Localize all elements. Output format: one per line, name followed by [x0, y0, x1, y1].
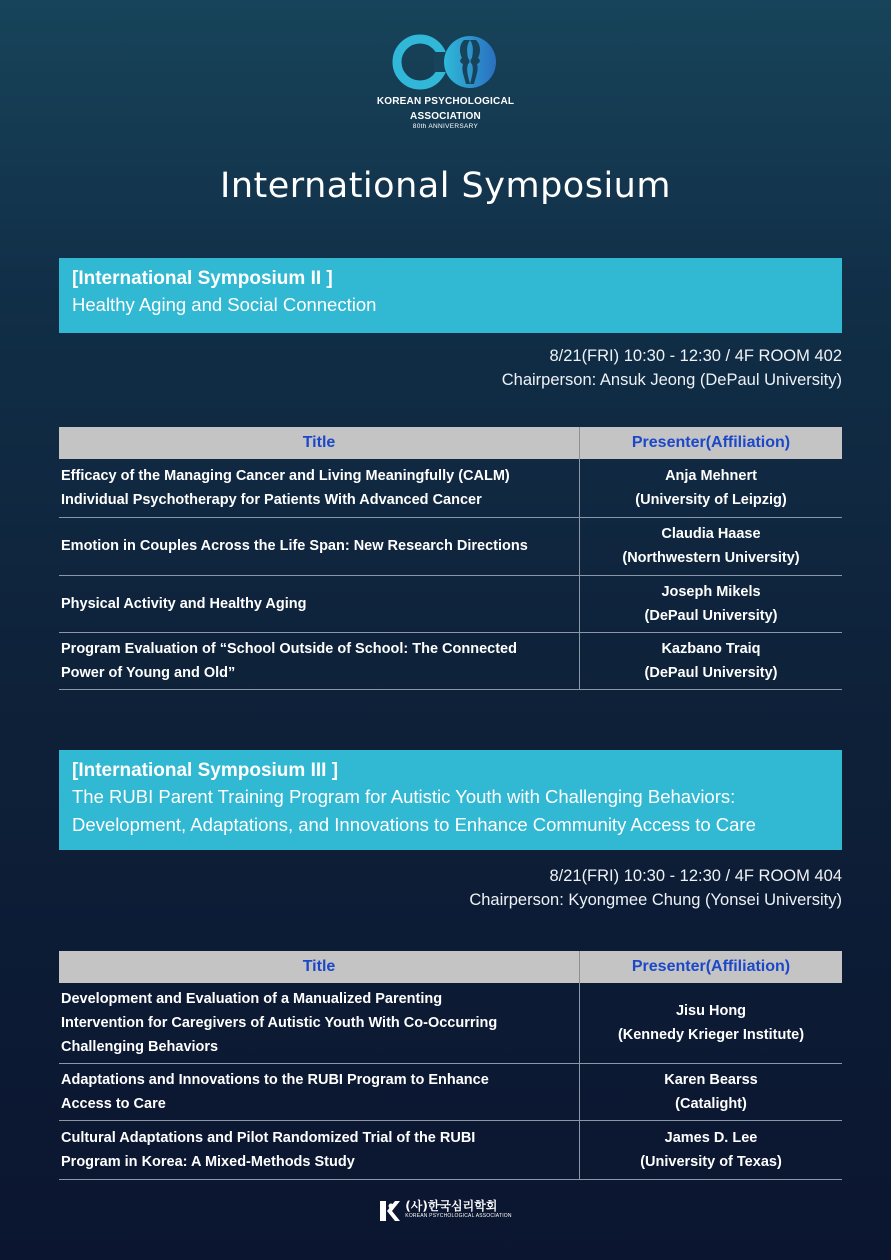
talk-title	[59, 1064, 580, 1121]
talk-title-line: Power of Young and Old”	[61, 664, 236, 681]
column-header-presenter: Presenter(Affiliation)	[580, 951, 843, 983]
footer-korean-name: (사)한국심리학회	[405, 1199, 498, 1213]
talk-title-line: Challenging Behaviors	[61, 1039, 219, 1055]
talk-title	[59, 632, 580, 689]
presenter-cell	[580, 459, 843, 517]
session-3-chair: Chairperson: Kyongmee Chung (Yonsei University)	[469, 891, 842, 909]
session-3-meta	[469, 864, 842, 912]
talk-title	[59, 575, 580, 632]
kpa-80th-logo	[0, 32, 891, 131]
presenter-affiliation: (Catalight)	[675, 1096, 747, 1112]
table-row	[59, 1064, 842, 1121]
presenter-affiliation: (University of Texas)	[640, 1154, 782, 1170]
session-3-subtitle-line-1: The RUBI Parent Training Program for Autistic Youth with Challenging Behaviors:	[72, 786, 736, 807]
talk-title-line: Program Evaluation of “School Outside of School: The Connected	[61, 640, 517, 657]
anniversary-label: 80th ANNIVERSARY	[412, 123, 479, 130]
kpa-mark-icon	[379, 1199, 401, 1223]
column-header-title: Title	[59, 951, 580, 983]
presenter-name: Claudia Haase	[661, 526, 761, 542]
page-title: International Symposium	[220, 166, 671, 206]
presenter-name: Jisu Hong	[675, 1003, 747, 1019]
presenter-cell	[580, 1064, 843, 1121]
session-2-meta	[502, 344, 842, 392]
presenter-name: Anja Mehnert	[665, 467, 757, 484]
session-2-label: [International Symposium II ]	[72, 268, 333, 289]
column-header-title: Title	[59, 427, 580, 459]
talk-title	[59, 517, 580, 575]
talk-title-line: Efficacy of the Managing Cancer and Living Meaningfully (CALM)	[61, 467, 510, 484]
table-row	[59, 632, 842, 689]
presenter-cell	[580, 983, 843, 1064]
presenter-affiliation: (DePaul University)	[644, 664, 778, 681]
session-2-table	[59, 427, 842, 690]
presenter-affiliation: (Northwestern University)	[622, 550, 800, 566]
presenter-cell	[580, 632, 843, 689]
talk-title-line: Individual Psychotherapy for Patients With Advanced Cancer	[61, 491, 482, 508]
table-row	[59, 575, 842, 632]
presenter-affiliation: (University of Leipzig)	[635, 491, 787, 508]
table-row	[59, 459, 842, 517]
presenter-name: Kazbano Traiq	[661, 640, 761, 657]
talk-title-line: Development and Evaluation of a Manualized Parenting	[61, 991, 443, 1007]
talk-title-line: Access to Care	[61, 1096, 166, 1112]
footer-text	[405, 1201, 511, 1221]
talk-title	[59, 983, 580, 1064]
presenter-name: James D. Lee	[664, 1130, 758, 1146]
presenter-name: Joseph Mikels	[661, 583, 761, 600]
table-row	[59, 1121, 842, 1180]
talk-title-line: Program in Korea: A Mixed-Methods Study	[61, 1154, 355, 1170]
session-2-chair: Chairperson: Ansuk Jeong (DePaul University)	[501, 371, 842, 389]
talk-title-line: Intervention for Caregivers of Autistic Youth With Co-Occurring	[61, 1015, 498, 1031]
table-header-row	[59, 951, 842, 983]
presenter-affiliation: (DePaul University)	[644, 607, 778, 624]
footer-english-name: KOREAN PSYCHOLOGICAL ASSOCIATION	[405, 1213, 512, 1219]
talk-title-line: Emotion in Couples Across the Life Span: New Research Directions	[61, 538, 528, 554]
presenter-cell	[580, 575, 843, 632]
session-3-table	[59, 951, 842, 1180]
presenter-affiliation: (Kennedy Krieger Institute)	[617, 1027, 805, 1043]
session-2-schedule: 8/21(FRI) 10:30 - 12:30 / 4F ROOM 402	[549, 347, 842, 365]
footer-logo	[0, 1199, 891, 1223]
session-3-label: [International Symposium III ]	[72, 760, 339, 781]
session-2-banner	[59, 258, 842, 333]
session-3-schedule: 8/21(FRI) 10:30 - 12:30 / 4F ROOM 404	[549, 867, 842, 885]
talk-title	[59, 1121, 580, 1180]
session-3-subtitle-line-2: Development, Adaptations, and Innovations to Enhance Community Access to Care	[72, 814, 756, 835]
org-name-line2: ASSOCIATION	[410, 111, 481, 122]
presenter-name: Karen Bearss	[664, 1072, 758, 1088]
session-3-banner	[59, 750, 842, 850]
infinity-faces-logo-icon	[390, 32, 502, 92]
talk-title-line: Adaptations and Innovations to the RUBI Program to Enhance	[61, 1072, 489, 1088]
table-row	[59, 517, 842, 575]
talk-title	[59, 459, 580, 517]
talk-title-line: Cultural Adaptations and Pilot Randomized Trial of the RUBI	[61, 1130, 476, 1146]
column-header-presenter: Presenter(Affiliation)	[580, 427, 843, 459]
talk-title-line: Physical Activity and Healthy Aging	[61, 595, 307, 612]
session-2-subtitle: Healthy Aging and Social Connection	[72, 294, 377, 315]
presenter-cell	[580, 1121, 843, 1180]
table-row	[59, 983, 842, 1064]
org-name-line1: KOREAN PSYCHOLOGICAL	[376, 96, 515, 107]
presenter-cell	[580, 517, 843, 575]
table-header-row	[59, 427, 842, 459]
